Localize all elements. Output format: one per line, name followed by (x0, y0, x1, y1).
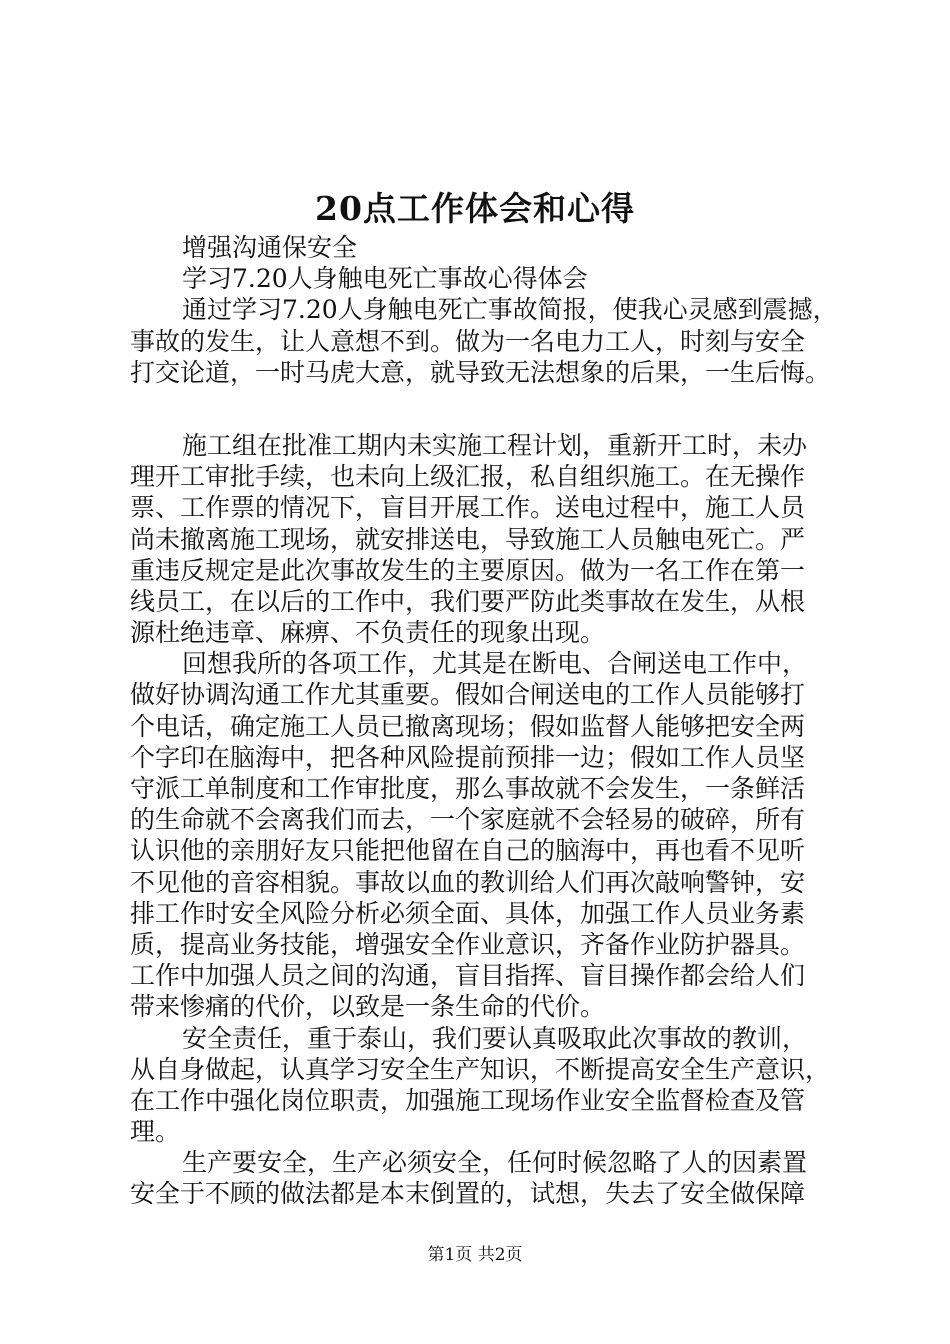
text-line: 守派工单制度和工作审批度，那么事故就不会发生，一条鲜活 (130, 774, 806, 803)
text-line: 不见他的音容相貌。事故以血的教训给人们再次敲响警钟，安 (130, 867, 806, 897)
text-line: 安全责任，重于泰山，我们要认真吸取此次事故的教训， (182, 1023, 808, 1053)
text-line: 带来惨痛的代价，以致是一条生命的代价。 (130, 992, 606, 1022)
text-line: 做好协调沟通工作尤其重要。假如合闸送电的工作人员能够打 (130, 680, 806, 710)
text-line: 理开工审批手续，也未向上级汇报，私自组织施工。在无操作 (130, 462, 806, 492)
text-line: 通过学习7.20人身触电死亡事故简报，使我心灵感到震撼， (182, 295, 838, 325)
text-line: 尚未撤离施工现场，就安排送电，导致施工人员触电死亡。严 (130, 524, 806, 554)
text-line: 重违反规定是此次事故发生的主要原因。做为一名工作在第一 (130, 555, 806, 585)
text-line: 工作中加强人员之间的沟通，盲目指挥、盲目操作都会给人们 (130, 961, 806, 991)
text-line: 事故的发生，让人意想不到。做为一名电力工人，时刻与安全 (130, 326, 806, 356)
document-body (130, 232, 845, 1210)
text-line: 生产要安全，生产必须安全，任何时候忽略了人的因素置 (182, 1148, 808, 1178)
text-line: 在工作中强化岗位职责，加强施工现场作业安全监督检查及管 (130, 1085, 806, 1115)
text-line: 增强沟通保安全 (182, 233, 358, 262)
text-line: 安全于不顾的做法都是本末倒置的，试想，失去了安全做保障 (130, 1179, 806, 1209)
text-line: 线员工，在以后的工作中，我们要严防此类事故在发生，从根 (130, 586, 806, 616)
text-line: 回想我所的各项工作，尤其是在断电、合闸送电工作中， (182, 649, 808, 679)
page-footer: 第1页 共2页 (427, 1245, 523, 1265)
paragraph-gap (130, 388, 845, 430)
text-line: 从自身做起，认真学习安全生产知识，不断提高安全生产意识， (130, 1054, 831, 1084)
text-line: 施工组在批准工期内未实施工程计划，重新开工时，未办 (182, 430, 808, 460)
page-title: 20点工作体会和心得 (315, 189, 635, 228)
text-line: 排工作时安全风险分析必须全面、具体，加强工作人员业务素 (130, 898, 806, 928)
text-line: 源杜绝违章、麻痹、不负责任的现象出现。 (130, 618, 606, 648)
text-line: 打交论道，一时马虎大意，就导致无法想象的后果，一生后悔。 (130, 357, 831, 387)
text-line: 个字印在脑海中，把各种风险提前预排一边；假如工作人员坚 (130, 742, 806, 772)
text-line: 票、工作票的情况下，盲目开展工作。送电过程中，施工人员 (130, 493, 806, 523)
text-line: 质，提高业务技能，增强安全作业意识，齐备作业防护器具。 (130, 929, 806, 959)
text-line: 学习7.20人身触电死亡事故心得体会 (182, 264, 588, 294)
text-line: 的生命就不会离我们而去，一个家庭就不会轻易的破碎，所有 (130, 805, 806, 835)
text-line: 认识他的亲朋好友只能把他留在自己的脑海中，再也看不见听 (130, 836, 806, 866)
text-line: 个电话，确定施工人员已撤离现场；假如监督人能够把安全两 (130, 711, 806, 741)
text-line: 理。 (130, 1117, 181, 1147)
